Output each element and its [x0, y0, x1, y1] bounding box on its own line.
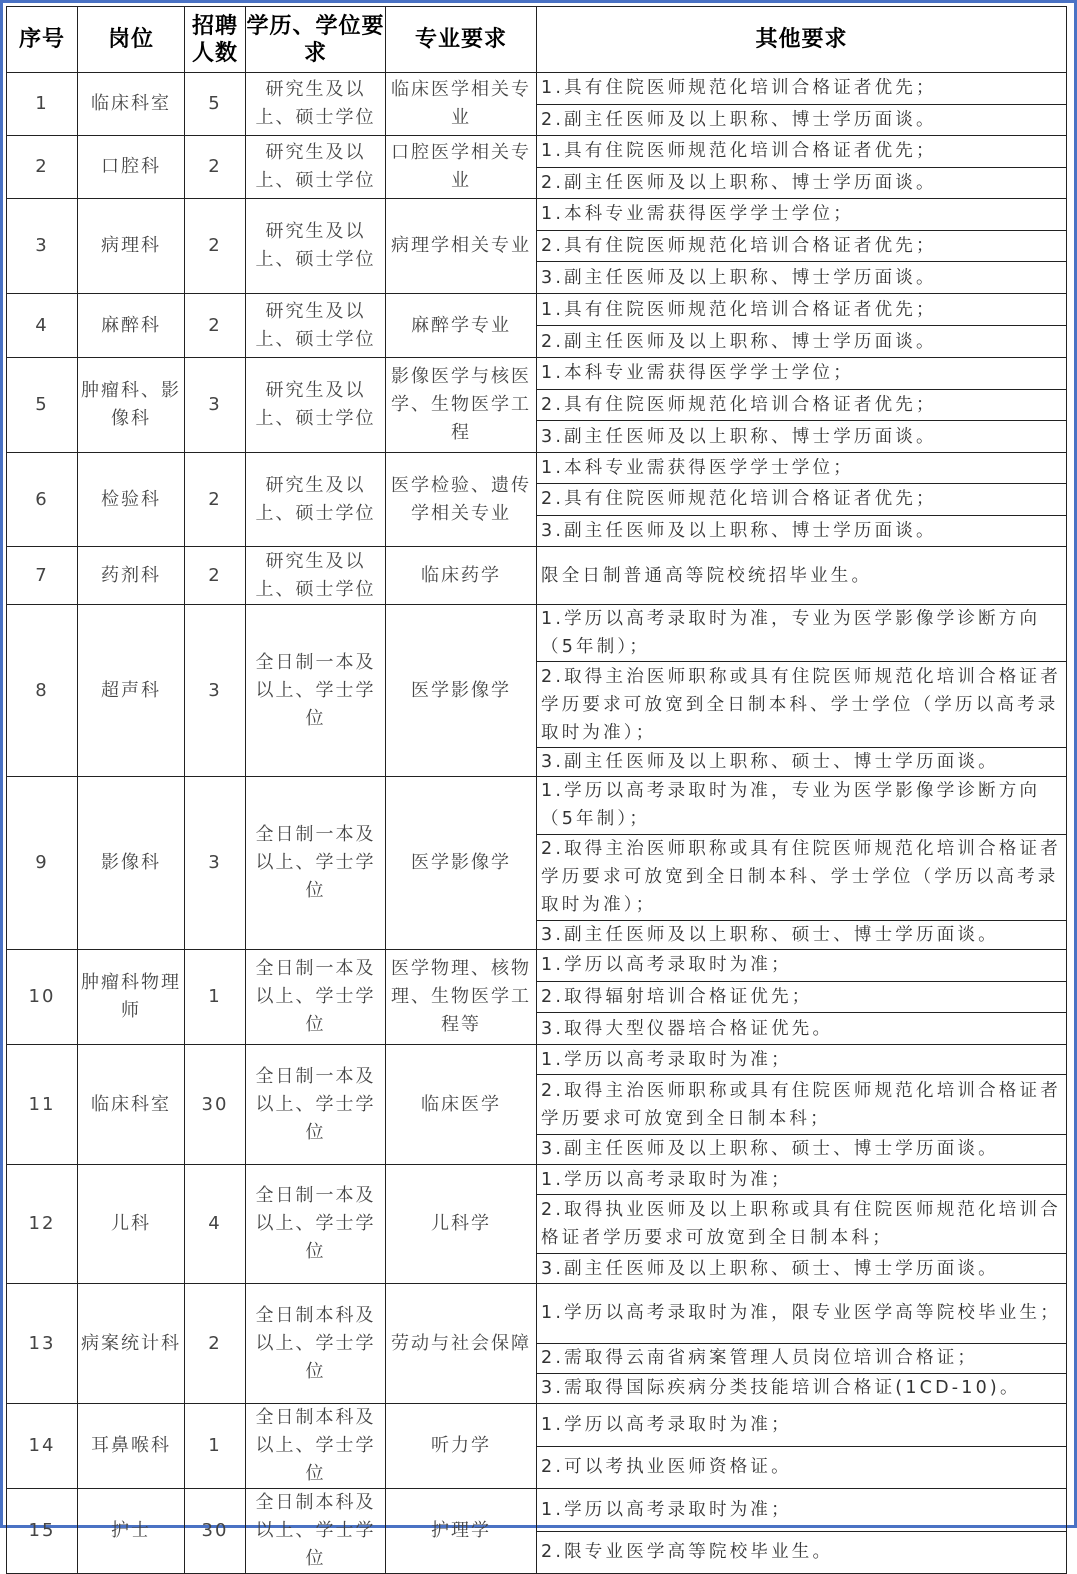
header-no: 序号 [7, 7, 78, 73]
row-no: 15 [7, 1489, 78, 1574]
row-education: 全日制一本及以上、学士学位 [246, 605, 386, 777]
row-education: 研究生及以上、硕士学位 [246, 136, 386, 199]
table-row [7, 950, 1067, 1045]
row-no: 12 [7, 1165, 78, 1284]
requirement-item: 2.副主任医师及以上职称、博士学历面谈。 [537, 325, 1066, 357]
row-position: 口腔科 [78, 136, 185, 199]
row-other-requirements [537, 1404, 1067, 1489]
row-position: 儿科 [78, 1165, 185, 1284]
requirement-item: 1.本科专业需获得医学学士学位； [541, 458, 854, 479]
row-no: 3 [7, 199, 78, 294]
row-no: 6 [7, 453, 78, 547]
row-position: 肿瘤科、影像科 [78, 358, 185, 453]
row-position: 临床科室 [78, 1045, 185, 1165]
header-count: 招聘人数 [185, 7, 246, 73]
table-row [7, 73, 1067, 136]
row-other-requirements [537, 1489, 1067, 1574]
row-no: 2 [7, 136, 78, 199]
row-education: 全日制本科及以上、学士学位 [246, 1489, 386, 1574]
row-count: 2 [185, 453, 246, 547]
row-major: 医学影像学 [386, 777, 537, 950]
row-other-requirements [537, 1165, 1067, 1284]
requirement-item: 2.可以考执业医师资格证。 [537, 1446, 1066, 1489]
requirement-item: 2.需取得云南省病案管理人员岗位培训合格证； [537, 1343, 1066, 1373]
requirement-item: 3.需取得国际疾病分类技能培训合格证(1CD-10)。 [537, 1373, 1066, 1403]
row-other-requirements [537, 294, 1067, 358]
requirement-item: 3.副主任医师及以上职称、博士学历面谈。 [537, 420, 1066, 452]
requirement-item: 1.本科专业需获得医学学士学位； [541, 363, 854, 384]
row-major: 儿科学 [386, 1165, 537, 1284]
row-count: 30 [185, 1489, 246, 1574]
table-row [7, 1284, 1067, 1404]
requirement-item: 1.学历以高考录取时为准，专业为医学影像学诊断方向（5年制）； [541, 781, 1041, 830]
row-education: 研究生及以上、硕士学位 [246, 547, 386, 605]
row-major: 医学物理、核物理、生物医学工程等 [386, 950, 537, 1045]
row-other-requirements [537, 453, 1067, 547]
row-no: 14 [7, 1404, 78, 1489]
requirement-item: 3.副主任医师及以上职称、硕士、博士学历面谈。 [537, 747, 1066, 776]
row-count: 2 [185, 1284, 246, 1404]
table-row [7, 294, 1067, 358]
row-count: 2 [185, 294, 246, 358]
row-no: 7 [7, 547, 78, 605]
table-row [7, 136, 1067, 199]
row-other-requirements [537, 547, 1067, 605]
table-row [7, 605, 1067, 777]
requirement-item: 3.取得大型仪器培合格证优先。 [537, 1012, 1066, 1044]
requirement-item: 1.学历以高考录取时为准； [541, 955, 792, 976]
row-education: 全日制本科及以上、学士学位 [246, 1284, 386, 1404]
header-major: 专业要求 [386, 7, 537, 73]
row-count: 1 [185, 1404, 246, 1489]
requirement-item: 2.具有住院医师规范化培训合格证者优先； [537, 389, 1066, 421]
row-position: 麻醉科 [78, 294, 185, 358]
row-other-requirements [537, 605, 1067, 777]
requirement-item: 2.具有住院医师规范化培训合格证者优先； [537, 230, 1066, 262]
row-education: 全日制本科及以上、学士学位 [246, 1404, 386, 1489]
recruitment-table [6, 6, 1067, 1574]
row-no: 11 [7, 1045, 78, 1165]
row-other-requirements [537, 358, 1067, 453]
row-position: 检验科 [78, 453, 185, 547]
row-education: 研究生及以上、硕士学位 [246, 453, 386, 547]
row-count: 2 [185, 136, 246, 199]
row-no: 9 [7, 777, 78, 950]
row-count: 1 [185, 950, 246, 1045]
requirement-item: 2.副主任医师及以上职称、博士学历面谈。 [537, 167, 1066, 199]
row-no: 10 [7, 950, 78, 1045]
row-other-requirements [537, 1284, 1067, 1404]
requirement-item: 1.学历以高考录取时为准； [541, 1414, 792, 1435]
row-education: 全日制一本及以上、学士学位 [246, 950, 386, 1045]
table-row [7, 1489, 1067, 1574]
row-other-requirements [537, 136, 1067, 199]
row-education: 全日制一本及以上、学士学位 [246, 1045, 386, 1165]
requirement-item: 1.本科专业需获得医学学士学位； [541, 204, 854, 225]
table-row [7, 777, 1067, 950]
row-no: 4 [7, 294, 78, 358]
table-row [7, 547, 1067, 605]
row-education: 研究生及以上、硕士学位 [246, 73, 386, 136]
row-count: 3 [185, 358, 246, 453]
row-other-requirements [537, 950, 1067, 1045]
requirement-item: 1.具有住院医师规范化培训合格证者优先； [541, 78, 937, 99]
row-count: 5 [185, 73, 246, 136]
row-major: 劳动与社会保障 [386, 1284, 537, 1404]
row-education: 全日制一本及以上、学士学位 [246, 1165, 386, 1284]
row-other-requirements [537, 777, 1067, 950]
row-count: 3 [185, 605, 246, 777]
row-count: 3 [185, 777, 246, 950]
row-other-requirements [537, 1045, 1067, 1165]
header-other: 其他要求 [537, 7, 1067, 73]
requirement-item: 2.取得主治医师职称或具有住院医师规范化培训合格证者学历要求可放宽到全日制本科； [537, 1074, 1066, 1134]
row-major: 医学影像学 [386, 605, 537, 777]
row-position: 临床科室 [78, 73, 185, 136]
row-education: 研究生及以上、硕士学位 [246, 358, 386, 453]
row-position: 药剂科 [78, 547, 185, 605]
requirement-item: 3.副主任医师及以上职称、硕士、博士学历面谈。 [537, 1134, 1066, 1164]
row-position: 耳鼻喉科 [78, 1404, 185, 1489]
row-major: 病理学相关专业 [386, 199, 537, 294]
requirement-item: 1.具有住院医师规范化培训合格证者优先； [541, 299, 937, 320]
requirement-item: 2.取得执业医师及以上职称或具有住院医师规范化培训合格证者学历要求可放宽到全日制本科； [537, 1194, 1066, 1253]
requirement-item: 1.学历以高考录取时为准，专业为医学影像学诊断方向（5年制）； [541, 609, 1041, 658]
row-major: 临床医学 [386, 1045, 537, 1165]
row-position: 病案统计科 [78, 1284, 185, 1404]
row-major: 临床医学相关专业 [386, 73, 537, 136]
row-position: 影像科 [78, 777, 185, 950]
row-position: 护士 [78, 1489, 185, 1574]
row-other-requirements [537, 199, 1067, 294]
row-no: 1 [7, 73, 78, 136]
row-education: 研究生及以上、硕士学位 [246, 294, 386, 358]
table-row [7, 1404, 1067, 1489]
row-major: 听力学 [386, 1404, 537, 1489]
requirement-item: 1.学历以高考录取时为准； [541, 1049, 792, 1070]
row-education: 研究生及以上、硕士学位 [246, 199, 386, 294]
row-no: 13 [7, 1284, 78, 1404]
requirement-item: 2.取得主治医师职称或具有住院医师规范化培训合格证者学历要求可放宽到全日制本科、学士学位（学历以高考录取时为准）； [537, 661, 1066, 747]
requirement-item: 2.具有住院医师规范化培训合格证者优先； [537, 483, 1066, 514]
header-education: 学历、学位要求 [246, 7, 386, 73]
row-count: 2 [185, 547, 246, 605]
row-count: 4 [185, 1165, 246, 1284]
row-education: 全日制一本及以上、学士学位 [246, 777, 386, 950]
requirement-item: 1.学历以高考录取时为准； [541, 1169, 792, 1190]
table-row [7, 199, 1067, 294]
row-major: 医学检验、遗传学相关专业 [386, 453, 537, 547]
row-count: 30 [185, 1045, 246, 1165]
header-row [7, 7, 1067, 73]
requirement-item: 1.学历以高考录取时为准； [541, 1499, 792, 1520]
requirement-item: 2.取得辐射培训合格证优先； [537, 981, 1066, 1013]
row-count: 2 [185, 199, 246, 294]
row-major: 口腔医学相关专业 [386, 136, 537, 199]
requirement-item: 3.副主任医师及以上职称、硕士、博士学历面谈。 [537, 1253, 1066, 1283]
row-major: 影像医学与核医学、生物医学工程 [386, 358, 537, 453]
row-major: 护理学 [386, 1489, 537, 1574]
row-position: 超声科 [78, 605, 185, 777]
requirement-item: 3.副主任医师及以上职称、博士学历面谈。 [537, 261, 1066, 293]
row-position: 病理科 [78, 199, 185, 294]
requirement-item: 3.副主任医师及以上职称、硕士、博士学历面谈。 [537, 920, 1066, 949]
requirement-item: 1.具有住院医师规范化培训合格证者优先； [541, 141, 937, 162]
requirement-item: 2.限专业医学高等院校毕业生。 [537, 1531, 1066, 1574]
row-no: 8 [7, 605, 78, 777]
table-row [7, 358, 1067, 453]
requirement-item: 3.副主任医师及以上职称、博士学历面谈。 [537, 515, 1066, 546]
row-no: 5 [7, 358, 78, 453]
requirement-item: 限全日制普通高等院校统招毕业生。 [541, 565, 873, 586]
table-row [7, 1045, 1067, 1165]
row-position: 肿瘤科物理师 [78, 950, 185, 1045]
row-major: 麻醉学专业 [386, 294, 537, 358]
table-row [7, 453, 1067, 547]
table-row [7, 1165, 1067, 1284]
row-other-requirements [537, 73, 1067, 136]
header-position: 岗位 [78, 7, 185, 73]
requirement-item: 2.取得主治医师职称或具有住院医师规范化培训合格证者学历要求可放宽到全日制本科、学士学位（学历以高考录取时为准）； [537, 834, 1066, 920]
requirement-item: 2.副主任医师及以上职称、博士学历面谈。 [537, 104, 1066, 136]
requirement-item: 1.学历以高考录取时为准，限专业医学高等院校毕业生； [541, 1303, 1061, 1324]
row-major: 临床药学 [386, 547, 537, 605]
